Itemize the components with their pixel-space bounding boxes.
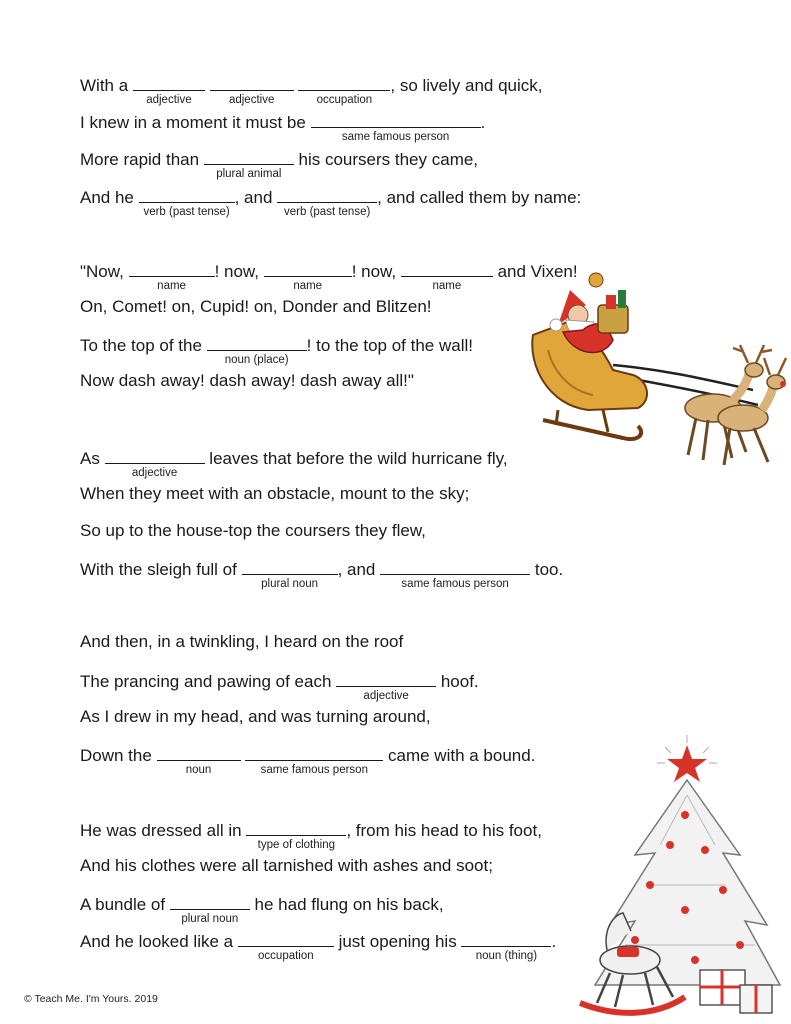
fill-in-blank[interactable] [246, 819, 346, 851]
poem-line [80, 334, 473, 366]
blank-hint-label: adjective [146, 94, 192, 106]
santa-sleigh-illustration [518, 270, 788, 480]
poem-line [80, 856, 493, 876]
poem-text: Now dash away! dash away! dash away all!" [80, 371, 414, 390]
blank-hint-label: noun [185, 764, 212, 776]
poem-line [80, 148, 479, 180]
poem-text: With a [80, 76, 133, 95]
copyright-footer: © Teach Me. I'm Yours. 2019 [24, 993, 158, 1005]
fill-in-blank[interactable] [245, 744, 383, 776]
poem-line [80, 558, 564, 590]
fill-in-blank[interactable] [139, 186, 235, 218]
poem-text: . [480, 113, 486, 132]
blank-hint-label: noun (place) [224, 354, 289, 366]
poem-line [80, 484, 469, 504]
blank-hint-label: verb (past tense) [143, 206, 230, 218]
blank-hint-label: adjective [131, 467, 178, 479]
poem-line [80, 744, 536, 776]
fill-in-blank[interactable] [133, 74, 205, 106]
poem-text: ! to the top of the wall! [306, 336, 473, 355]
poem-line [80, 260, 578, 292]
poem-text: And he looked like a [80, 932, 238, 951]
poem-text: leaves that before the wild hurricane fly, [204, 449, 508, 468]
poem-text: As [80, 449, 105, 468]
poem-line [80, 670, 479, 702]
fill-in-blank[interactable] [461, 930, 551, 962]
poem-line [80, 371, 414, 391]
blank-hint-label: occupation [316, 94, 373, 106]
poem-line [80, 632, 403, 652]
fill-in-blank[interactable] [277, 186, 377, 218]
poem-text: To the top of the [80, 336, 207, 355]
poem-line [80, 297, 432, 317]
blank-hint-label: name [432, 280, 462, 292]
poem-text: ! now, [214, 262, 264, 281]
poem-text: With the sleigh full of [80, 560, 242, 579]
blank-hint-label: plural noun [181, 913, 239, 925]
blank-hint-label: adjective [228, 94, 275, 106]
poem-text: , and called them by name: [377, 188, 582, 207]
blank-hint-label: occupation [258, 950, 314, 962]
fill-in-blank[interactable] [380, 558, 530, 590]
poem-text: came with a bound. [383, 746, 536, 765]
blank-hint-label: adjective [363, 690, 409, 702]
fill-in-blank[interactable] [157, 744, 241, 776]
poem-text: . [551, 932, 557, 951]
blank-hint-label: type of clothing [257, 839, 335, 851]
poem-text: he had flung on his back, [249, 895, 444, 914]
blank-hint-label: same famous person [260, 764, 368, 776]
poem-text: , from his head to his foot, [346, 821, 542, 840]
fill-in-blank[interactable] [210, 74, 294, 106]
blank-hint-label: plural noun [261, 578, 319, 590]
christmas-tree-illustration [575, 735, 785, 1020]
poem-text: "Now, [80, 262, 129, 281]
poem-text: So up to the house-top the coursers they flew, [80, 521, 426, 540]
poem-text: hoof. [436, 672, 479, 691]
poem-line [80, 819, 542, 851]
poem-text: , so lively and quick, [390, 76, 543, 95]
poem-line [80, 521, 426, 541]
poem-text: And then, in a twinkling, I heard on the roof [80, 632, 404, 651]
fill-in-blank[interactable] [264, 260, 352, 292]
poem-text: More rapid than [80, 150, 204, 169]
fill-in-blank[interactable] [204, 148, 294, 180]
tree-star-icon [657, 735, 717, 782]
fill-in-blank[interactable] [401, 260, 493, 292]
blank-hint-label: same famous person [341, 131, 450, 143]
blank-hint-label: noun (thing) [475, 950, 538, 962]
poem-text: too. [530, 560, 564, 579]
fill-in-blank[interactable] [105, 447, 205, 479]
poem-line [80, 111, 486, 143]
poem-text: his coursers they came, [293, 150, 479, 169]
poem-line [80, 893, 444, 925]
poem-text: On, Comet! on, Cupid! on, Donder and Blitzen! [80, 297, 432, 316]
poem-text: A bundle of [80, 895, 170, 914]
fill-in-blank[interactable] [238, 930, 334, 962]
poem-text: And his clothes were all tarnished with ashes and soot; [80, 856, 493, 875]
poem-text: , and [234, 188, 278, 207]
reindeer-icon [685, 345, 786, 465]
poem-text: He was dressed all in [80, 821, 247, 840]
poem-text: ! now, [351, 262, 401, 281]
blank-hint-label: same famous person [401, 578, 509, 590]
fill-in-blank[interactable] [207, 334, 307, 366]
fill-in-blank[interactable] [298, 74, 390, 106]
fill-in-blank[interactable] [170, 893, 250, 925]
poem-text: and Vixen! [492, 262, 578, 281]
blank-hint-label: verb (past tense) [284, 206, 371, 218]
poem-line [80, 74, 543, 106]
blank-hint-label: name [157, 280, 186, 292]
fill-in-blank[interactable] [311, 111, 481, 143]
poem-text: When they meet with an obstacle, mount to the sky; [80, 484, 470, 503]
poem-text: And he [80, 188, 139, 207]
poem-text: As I drew in my head, and was turning around, [80, 707, 431, 726]
poem-line [80, 930, 557, 962]
poem-text: The prancing and pawing of each [80, 672, 337, 691]
poem-text: Down the [80, 746, 157, 765]
poem-line [80, 447, 508, 479]
poem-line [80, 707, 431, 727]
blank-hint-label: name [293, 280, 323, 292]
poem-text: I knew in a moment it must be [80, 113, 311, 132]
poem-line [80, 186, 582, 218]
poem-text: just opening his [333, 932, 462, 951]
fill-in-blank[interactable] [336, 670, 436, 702]
blank-hint-label: plural animal [216, 168, 282, 180]
poem-text: , and [337, 560, 381, 579]
fill-in-blank[interactable] [242, 558, 338, 590]
fill-in-blank[interactable] [129, 260, 215, 292]
